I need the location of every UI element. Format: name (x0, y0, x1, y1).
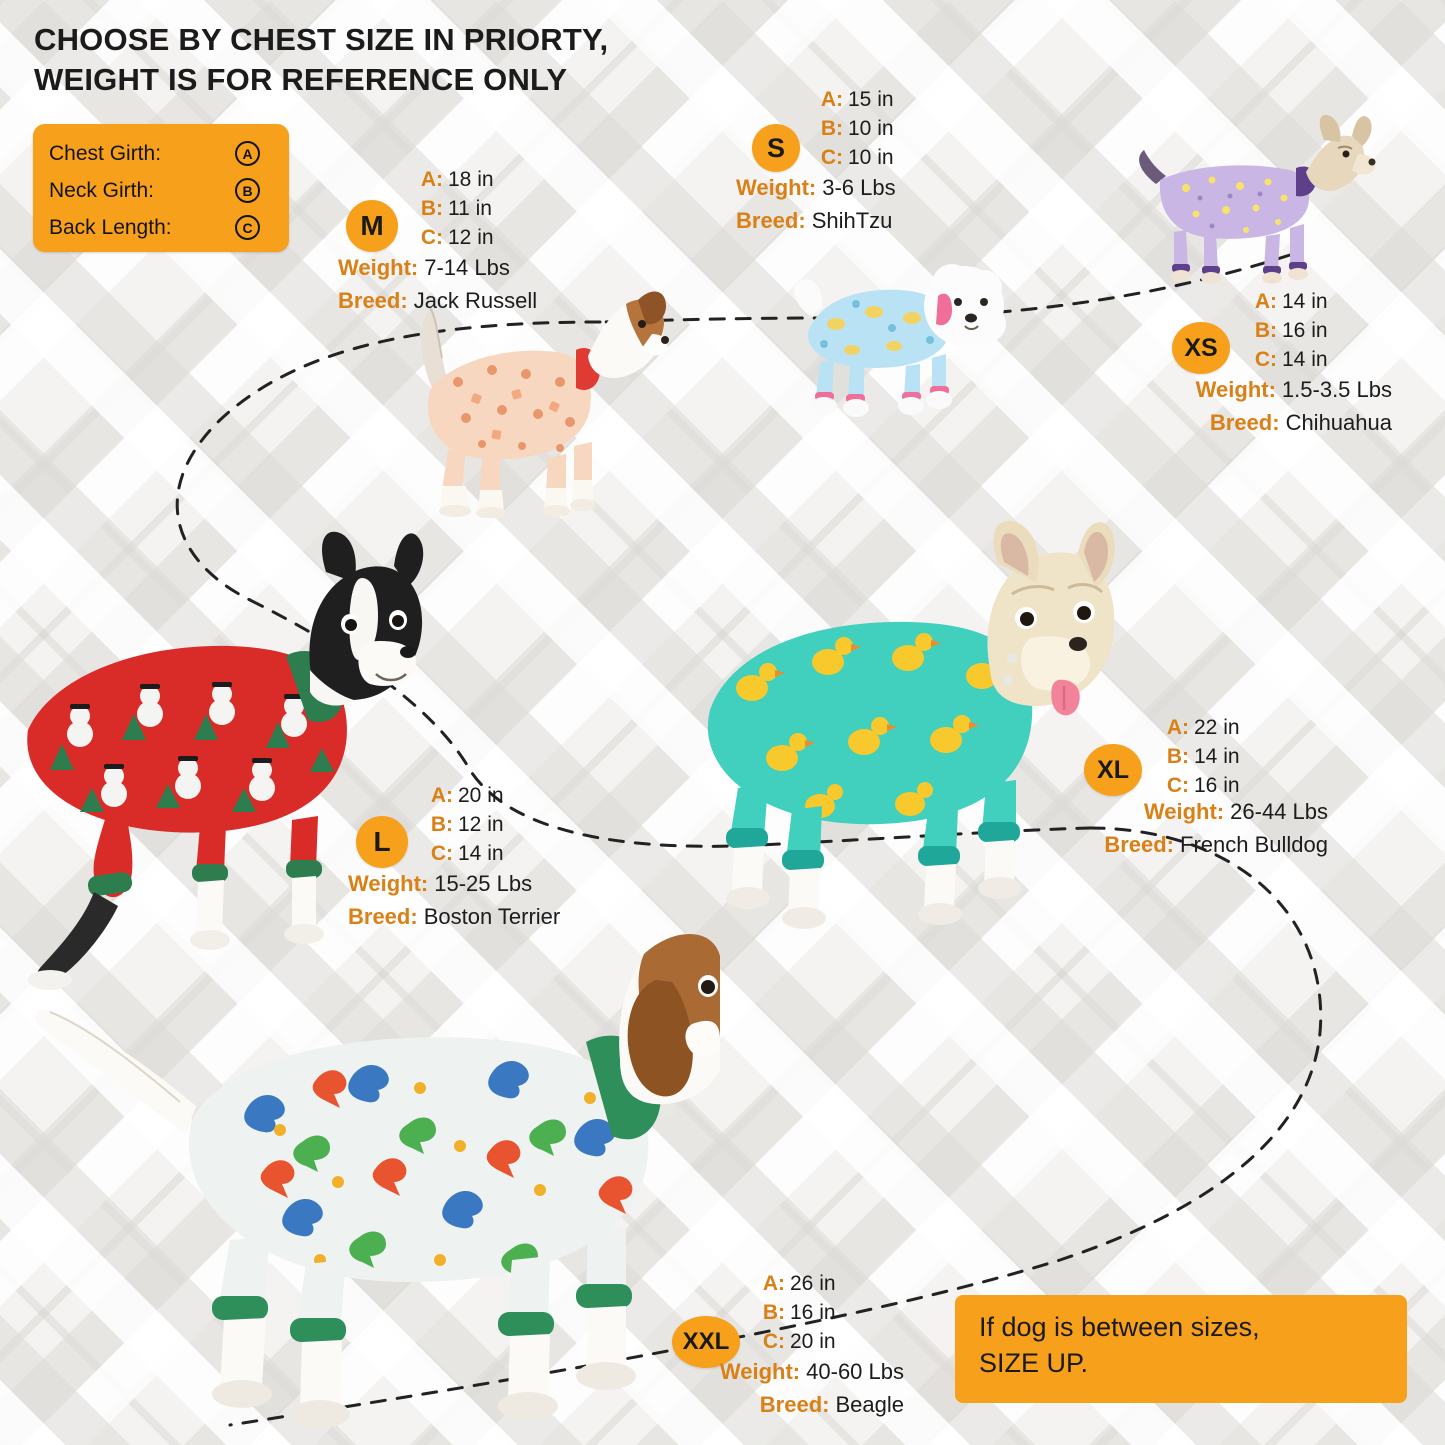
size-xs-key-weight: Weight: (1195, 377, 1276, 402)
page-title-line-2: WEIGHT IS FOR REFERENCE ONLY (34, 61, 568, 97)
size-block-l (348, 784, 616, 944)
size-s-value-a: 15 in (848, 88, 894, 111)
badge-a-icon: A (235, 141, 260, 166)
size-s-row-b: B : 10 in (810, 117, 894, 146)
size-xs-key-b: B (1254, 319, 1270, 342)
dog-illustration-chihuahua (1100, 110, 1380, 290)
size-xxl-key-weight: Weight: (719, 1359, 801, 1384)
size-up-note-line-1: If dog is between sizes, (979, 1312, 1260, 1342)
size-xs-key-breed: Breed: (1209, 410, 1280, 435)
size-xxl-value-c: 20 in (790, 1330, 836, 1353)
size-s-key-breed: Breed: (736, 208, 806, 233)
size-l-key-breed: Breed: (348, 904, 418, 929)
size-xxl-row-c: C : 20 in (752, 1330, 836, 1359)
page-title (34, 20, 608, 99)
size-xs-value-breed: Chihuahua (1285, 410, 1392, 435)
size-block-m (338, 168, 606, 328)
size-xs-row-weight (1156, 377, 1392, 410)
size-m-value-weight: 7-14 Lbs (424, 255, 510, 280)
size-m-row-b: B : 11 in (410, 197, 494, 226)
size-l-row-breed (348, 904, 606, 937)
size-xl-row-weight (992, 799, 1328, 832)
size-xl-row-breed (992, 832, 1328, 865)
size-xl-key-c: C (1166, 774, 1182, 797)
size-l-value-c: 14 in (458, 842, 504, 865)
size-s-row-a: A : 15 in (810, 88, 894, 117)
size-l-value-b: 12 in (458, 813, 504, 836)
size-l-value-breed: Boston Terrier (423, 904, 561, 929)
size-s-value-c: 10 in (848, 146, 894, 169)
dog-illustration-shihtzu (780, 228, 1010, 418)
size-xxl-row-weight (620, 1359, 904, 1392)
size-xl-value-c: 16 in (1194, 774, 1240, 797)
size-xs-row-breed (1156, 410, 1392, 443)
size-xs-value-c: 14 in (1282, 348, 1328, 371)
size-s-key-c: C (820, 146, 836, 169)
size-up-note (955, 1295, 1407, 1403)
size-l-key-a: A (430, 784, 446, 807)
size-s-key-weight: Weight: (736, 175, 817, 200)
size-m-key-a: A (420, 168, 436, 191)
size-l-row-c: C : 14 in (420, 842, 504, 871)
size-block-xl (1084, 716, 1364, 876)
size-s-row-c: C : 10 in (810, 146, 894, 175)
size-m-row-weight (338, 255, 606, 288)
size-s-value-breed: ShihTzu (811, 208, 893, 233)
size-xs-row-a: A : 14 in (1244, 290, 1328, 319)
size-l-row-a: A : 20 in (420, 784, 504, 813)
size-m-key-c: C (420, 226, 436, 249)
legend-label-chest-girth: Chest Girth: (49, 141, 162, 165)
size-m-value-c: 12 in (448, 226, 494, 249)
size-block-xs (1172, 290, 1432, 450)
size-xxl-key-b: B (762, 1301, 778, 1324)
badge-c-icon: C (235, 215, 260, 240)
size-xs-row-b: B : 16 in (1244, 319, 1328, 348)
size-xxl-value-breed: Beagle (835, 1392, 904, 1417)
legend-row-chest-girth (49, 135, 275, 172)
measurement-legend (33, 124, 289, 252)
size-block-s (736, 88, 1002, 248)
page-title-line-1: CHOOSE BY CHEST SIZE IN PRIORTY, (34, 22, 609, 57)
size-s-row-weight (736, 175, 1002, 208)
size-l-row-weight (348, 871, 606, 904)
size-badge-xs: XS (1172, 322, 1230, 374)
legend-label-neck-girth: Neck Girth: (49, 178, 155, 202)
size-badge-xxl: XXL (672, 1316, 740, 1368)
size-s-value-weight: 3-6 Lbs (822, 175, 896, 200)
size-xxl-value-a: 26 in (790, 1272, 836, 1295)
size-badge-l: L (356, 816, 408, 868)
size-m-key-breed: Breed: (338, 288, 408, 313)
size-xl-value-a: 22 in (1194, 716, 1240, 739)
size-xxl-key-c: C (762, 1330, 778, 1353)
size-xl-key-b: B (1166, 745, 1182, 768)
size-m-row-a: A : 18 in (410, 168, 494, 197)
size-xs-key-a: A (1254, 290, 1270, 313)
size-m-key-b: B (420, 197, 436, 220)
size-m-row-c: C : 12 in (410, 226, 494, 255)
dog-illustration-french-bulldog (660, 520, 1120, 940)
size-l-key-b: B (430, 813, 446, 836)
dog-illustration-beagle (20, 920, 720, 1440)
size-l-value-a: 20 in (458, 784, 504, 807)
size-m-value-b: 11 in (448, 197, 492, 220)
size-l-value-weight: 15-25 Lbs (434, 871, 533, 896)
size-xs-key-c: C (1254, 348, 1270, 371)
size-xs-value-a: 14 in (1282, 290, 1328, 313)
size-s-key-a: A (820, 88, 836, 111)
legend-row-neck-girth (49, 172, 275, 209)
size-s-key-b: B (820, 117, 836, 140)
size-s-row-breed (736, 208, 1002, 241)
size-xl-value-b: 14 in (1194, 745, 1240, 768)
size-xl-key-breed: Breed: (1104, 832, 1175, 857)
badge-b-icon: B (235, 178, 260, 203)
size-xxl-row-breed (620, 1392, 904, 1425)
size-l-key-c: C (430, 842, 446, 865)
size-m-value-a: 18 in (448, 168, 494, 191)
size-xxl-row-b: B : 16 in (752, 1301, 836, 1330)
size-xxl-value-b: 16 in (790, 1301, 836, 1324)
size-xs-value-b: 16 in (1282, 319, 1328, 342)
size-xxl-key-a: A (762, 1272, 778, 1295)
size-xl-value-weight: 26-44 Lbs (1230, 799, 1328, 824)
size-xl-row-c: C : 16 in (1156, 774, 1240, 803)
size-xl-key-weight: Weight: (1143, 799, 1225, 824)
size-xxl-key-breed: Breed: (759, 1392, 830, 1417)
size-m-key-weight: Weight: (338, 255, 419, 280)
size-block-xxl (672, 1272, 952, 1432)
size-l-key-weight: Weight: (348, 871, 429, 896)
size-xl-value-breed: French Bulldog (1180, 832, 1328, 857)
size-badge-s: S (752, 124, 800, 172)
size-xl-key-a: A (1166, 716, 1182, 739)
size-xl-row-b: B : 14 in (1156, 745, 1240, 774)
size-s-value-b: 10 in (848, 117, 894, 140)
size-xxl-value-weight: 40-60 Lbs (806, 1359, 904, 1384)
size-badge-m: M (346, 200, 398, 252)
size-m-row-breed (338, 288, 606, 321)
legend-row-back-length (49, 209, 275, 246)
size-m-value-breed: Jack Russell (413, 288, 538, 313)
size-badge-xl: XL (1084, 744, 1142, 796)
size-xs-value-weight: 1.5-3.5 Lbs (1281, 377, 1392, 402)
size-xl-row-a: A : 22 in (1156, 716, 1240, 745)
size-up-note-line-2: SIZE UP. (979, 1348, 1089, 1379)
size-l-row-b: B : 12 in (420, 813, 504, 842)
size-xs-row-c: C : 14 in (1244, 348, 1328, 377)
legend-label-back-length: Back Length: (49, 215, 172, 239)
size-xxl-row-a: A : 26 in (752, 1272, 836, 1301)
